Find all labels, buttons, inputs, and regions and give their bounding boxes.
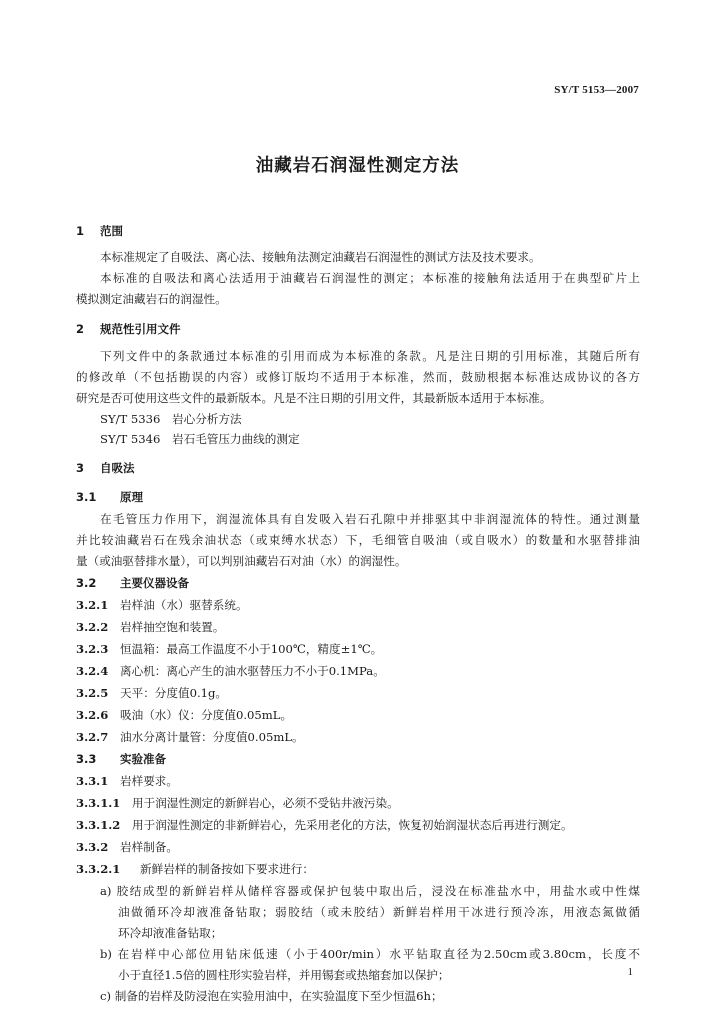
item-number: 3.2.3 xyxy=(76,642,109,656)
section-2-heading xyxy=(76,322,181,336)
list-item xyxy=(76,774,178,788)
list-item xyxy=(76,818,573,832)
subsection-number: 3.2 xyxy=(76,576,97,590)
section-title: 自吸法 xyxy=(100,461,135,475)
paragraph: 在毛管压力作用下，润湿流体具有自发吸入岩石孔隙中并排驱其中非润湿流体的特性。通过测量 xyxy=(100,512,640,526)
item-number: 3.3.2 xyxy=(76,840,109,854)
document-title: 油藏岩石润湿性测定方法 xyxy=(255,156,460,176)
item-number: 3.3.2.1 xyxy=(76,862,121,876)
item-number: 3.2.6 xyxy=(76,708,109,722)
reference-item: SY/T 5346 岩石毛管压力曲线的测定 xyxy=(100,432,300,446)
list-item xyxy=(76,708,292,722)
list-item-a: a) 胶结成型的新鲜岩样从储样容器或保护包装中取出后，浸没在标准盐水中，用盐水或中性煤 xyxy=(100,884,640,898)
section-number: 3 xyxy=(76,461,85,475)
paragraph: 研究是否可使用这些文件的最新版本。凡是不注日期的引用文件，其最新版本适用于本标准。 xyxy=(76,391,552,405)
item-text: 岩样要求。 xyxy=(120,774,178,788)
paragraph: 本标准的自吸法和离心法适用于油藏岩石润湿性的测定；本标准的接触角法适用于在典型矿片上 xyxy=(100,271,640,285)
item-text: 恒温箱：最高工作温度不小于100℃，精度±1℃。 xyxy=(120,642,383,656)
paragraph: 量（或油驱替排水量），可以判别油藏岩石对油（水）的润湿性。 xyxy=(76,554,407,568)
paragraph: 并比较油藏岩石在残余油状态（或束缚水状态）下，毛细管自吸油（或自吸水）的数量和水驱替排油 xyxy=(76,533,640,547)
section-number: 2 xyxy=(76,322,85,336)
item-text: 岩样油（水）驱替系统。 xyxy=(120,598,248,612)
section-title: 范围 xyxy=(100,224,124,238)
subsection-heading xyxy=(76,490,143,504)
item-text: 岩样抽空饱和装置。 xyxy=(120,620,225,634)
list-item xyxy=(76,598,248,612)
subsection-title: 主要仪器设备 xyxy=(120,576,189,590)
list-item-c: c) 制备的岩样及防浸泡在实验用油中，在实验温度下至少恒温6h； xyxy=(100,989,443,1003)
item-text: 天平：分度值0.1g。 xyxy=(120,686,228,700)
item-number: 3.3.1.2 xyxy=(76,818,121,832)
list-item xyxy=(76,620,224,634)
paragraph: 本标准规定了自吸法、离心法、接触角法测定油藏岩石润湿性的测试方法及技术要求。 xyxy=(100,250,541,264)
section-number: 1 xyxy=(76,224,85,238)
item-text: 吸油（水）仪：分度值0.05mL。 xyxy=(120,708,293,722)
standard-number: SY/T 5153—2007 xyxy=(554,84,639,96)
item-number: 3.2.2 xyxy=(76,620,109,634)
item-text: 用于润湿性测定的新鲜岩心，必须不受钻井液污染。 xyxy=(132,796,399,810)
section-1-heading xyxy=(76,224,123,238)
subsection-number: 3.3 xyxy=(76,752,97,766)
page-number: 1 xyxy=(627,966,633,978)
subsection-heading xyxy=(76,752,166,766)
item-text: 用于润湿性测定的非新鲜岩心，先采用老化的方法，恢复初始润湿状态后再进行测定。 xyxy=(132,818,573,832)
list-item xyxy=(76,730,304,744)
item-number: 3.2.5 xyxy=(76,686,109,700)
item-number: 3.3.1 xyxy=(76,774,109,788)
list-item-b-cont: 小于直径1.5倍的圆柱形实验岩样，并用锡套或热缩套加以保护； xyxy=(118,968,450,982)
list-item-b: b) 在岩样中心部位用钻床低速（小于400r/min）水平钻取直径为2.50cm或3.80cm，长度不 xyxy=(100,947,640,961)
list-item xyxy=(76,796,399,810)
item-text: 新鲜岩样的制备按如下要求进行： xyxy=(140,862,314,876)
subsection-number: 3.1 xyxy=(76,490,97,504)
item-text: 离心机：离心产生的油水驱替压力不小于0.1MPa。 xyxy=(120,664,385,678)
reference-item: SY/T 5336 岩心分析方法 xyxy=(100,412,242,426)
list-item xyxy=(76,686,227,700)
paragraph: 的修改单（不包括勘误的内容）或修订版均不适用于本标准，然而，鼓励根据本标准达成协议的各方 xyxy=(76,370,640,384)
item-text: 油水分离计量管：分度值0.05mL。 xyxy=(120,730,304,744)
list-item xyxy=(76,840,178,854)
subsection-heading xyxy=(76,576,189,590)
item-number: 3.3.1.1 xyxy=(76,796,121,810)
paragraph: 模拟测定油藏岩石的润湿性。 xyxy=(76,292,227,306)
list-item xyxy=(76,862,314,876)
item-number: 3.2.1 xyxy=(76,598,109,612)
item-number: 3.2.7 xyxy=(76,730,109,744)
list-item xyxy=(76,664,385,678)
item-text: 岩样制备。 xyxy=(120,840,178,854)
item-number: 3.2.4 xyxy=(76,664,109,678)
section-title: 规范性引用文件 xyxy=(100,322,181,336)
subsection-title: 原理 xyxy=(120,490,143,504)
subsection-title: 实验准备 xyxy=(120,752,166,766)
section-3-heading xyxy=(76,461,135,475)
list-item-a-cont: 油做循环冷却液准备钻取；弱胶结（或未胶结）新鲜岩样用干冰进行预冷冻，用液态氮做循 xyxy=(118,905,640,919)
list-item-a-cont: 环冷却液准备钻取； xyxy=(118,926,223,940)
list-item xyxy=(76,642,382,656)
paragraph: 下列文件中的条款通过本标准的引用而成为本标准的条款。凡是注日期的引用标准，其随后所有 xyxy=(100,349,640,363)
